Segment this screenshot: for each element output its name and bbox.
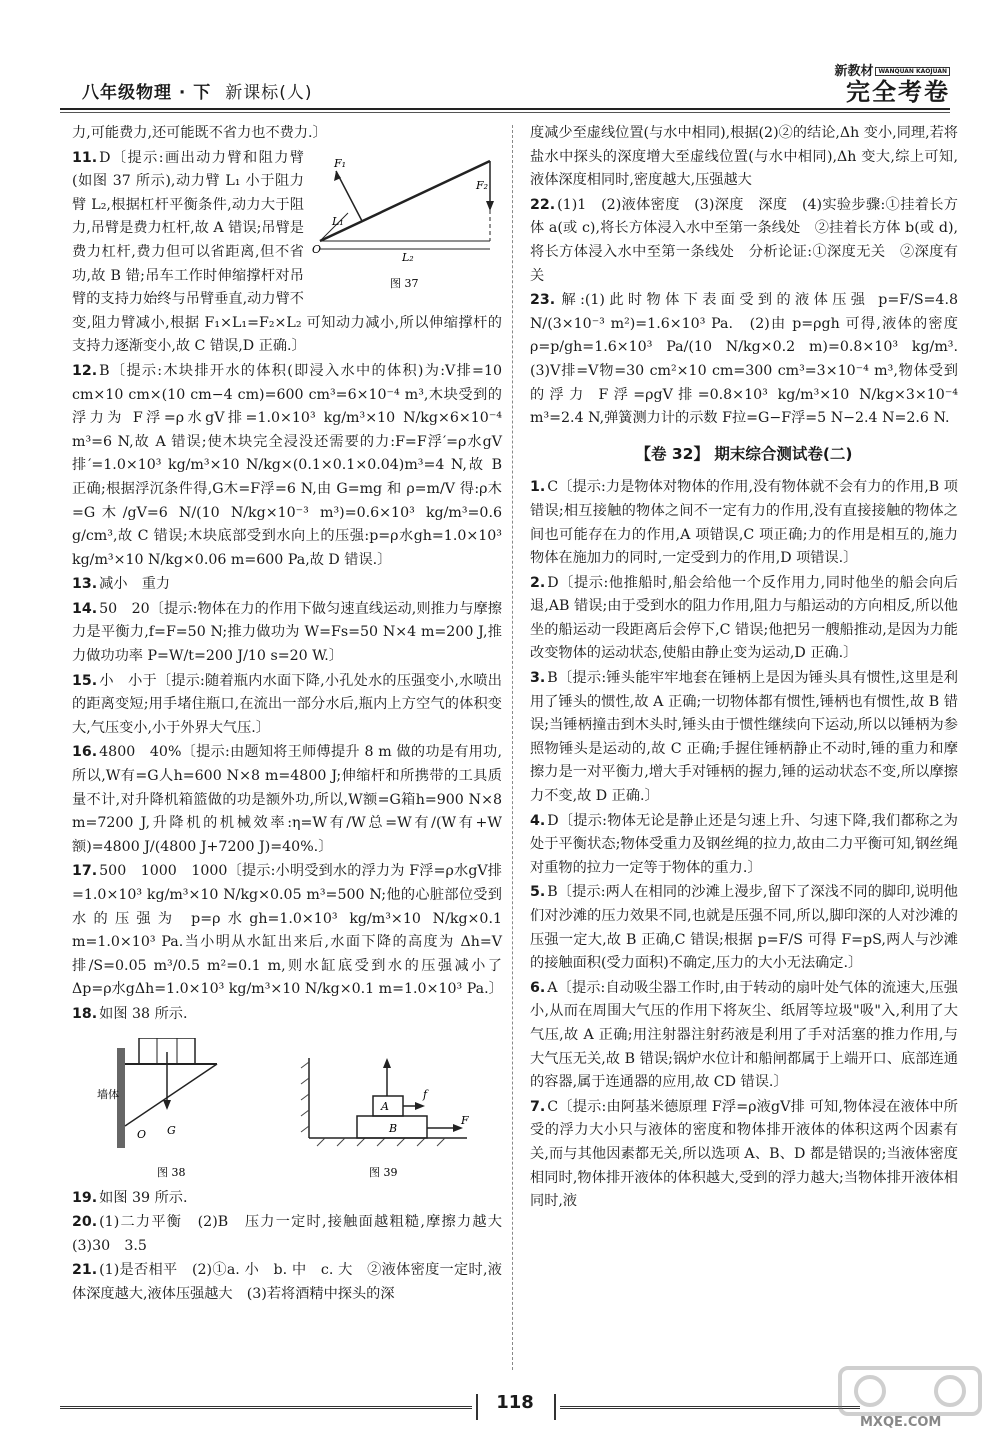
fig38-caption: 图 38 (157, 1165, 186, 1179)
fig39-b: B (389, 1121, 398, 1135)
fig39-a: A (381, 1099, 389, 1113)
edition-label: 新课标(人) (225, 83, 313, 103)
answer-6: 6. A〔提示:自动吸尘器工作时,由于转动的扇叶处气体的流速大,压强小,从而在周围大气压的作用下将灰尘、纸屑等垃圾"吸"入,利用了大气压,故 A 正确;用注射器注射药液是利用了手对活塞的推力作用,与大气压无关,故 B 错误;锅炉水位计和船闸都属于上端开口、底部连通的容器,属于连通器的应用,故 CD 错误.〕 (530, 979, 958, 1091)
answer-21-continued: 度减少至虚线位置(与水中相同),根据(2)②的结论,Δh 变小,同理,若将盐水中探头的深度增大至虚线位置(与水中相同),Δh 变大,综上可知,液体深度相同时,密度越大,压强越大 (530, 125, 958, 189)
answer-17: 17. 500 1000 1000〔提示:小明受到水的浮力为 F浮=ρ水gV排=1.0×10³ kg/m³×10 N/kg×0.05 m³=500 N;他的心脏部位受到水的压强为 p=ρ水gh=1.0×10³ kg/m³×10 N/kg×0.1 m=1.0×10³ Pa.当小明从水缸出来后,水面下降的高度为 Δh=V排/S=0.05 m³/0.5 m²=0.1 m,则水缸底受到水的压强减小了 Δp=ρ水gΔh=1.0×10³ kg/m³×10 N/kg×0.1 m=1.0×10³ Pa.〕 (72, 863, 503, 998)
book-title (82, 78, 313, 103)
answer-2: 2. D〔提示:他推船时,船会给他一个反作用力,同时他坐的船会向后退,AB 错误;由于受到水的阻力作用,阻力与船运动的方向相反,所以他坐的船运动一段距离后会停下,C 错误;他把另一艘船推动,是因为力能改变物体的运动状态,使船由静止变为运动,D 正确.〕 (530, 574, 958, 662)
answer-19: 19. 如图 39 所示. (72, 1189, 188, 1206)
left-column (72, 122, 517, 1308)
brand-pinyin: WANQUAN KAOJUAN (875, 67, 950, 76)
watermark-text: MXQE.COM (860, 1415, 942, 1430)
fig37-label-f1: F₁ (334, 156, 347, 170)
header-rule (60, 108, 950, 110)
figures-38-39 (72, 1033, 502, 1183)
brand-main: 完全考卷 (846, 78, 950, 106)
answer-15: 15. 小 小于〔提示:随着瓶内水面下降,小孔处水的压强变小,水喷出的距离变短;用手堵住瓶口,在流出一部分水后,瓶内上方空气的体积变大,气压变小,小于外界大气压.〕 (72, 672, 502, 736)
fig38-o: O (137, 1127, 147, 1141)
fig39-caption: 图 39 (369, 1165, 398, 1179)
answer-4: 4. D〔提示:物体无论是静止还是匀速上升、匀速下降,我们都称之为处于平衡状态;物体受重力及钢丝绳的拉力,故由二力平衡可知,钢丝绳对重物的拉力一定等于物体的重力.〕 (530, 812, 958, 876)
answer-16: 16. 4800 40%〔提示:由题知将王师傅提升 8 m 做的功是有用功,所以,W有=G人h=600 N×8 m=4800 J;伸缩杆和所携带的工具质量不计,对升降机箱篮做的功是额外功,所以,W额=G箱h=900 N×8 m=7200 J,升降机的机械效率:η=W有/W总=W有/(W有+W额)=4800 J/(4800 J+7200 J)=40%.〕 (72, 744, 502, 855)
answer-12: 12. B〔提示:木块排开水的体积(即浸入水中的体积)为:V排=10 cm×10 cm×(10 cm−4 cm)=600 cm³=6×10⁻⁴ m³,木块受到的浮力为 F浮=ρ水gV排=1.0×10³ kg/m³×10 N/kg×6×10⁻⁴ m³=6 N,故 A 错误;使木块完全浸没还需要的力:F=F浮′=ρ水gV排′=1.0×10³ kg/m³×10 N/kg×(0.1×0.1×0.04)m³=4 N,故 B 正确;根据浮沉条件得,G木=F浮=6 N,由 G=mg 和 ρ=m/V 得:ρ木=G木/gV=6 N/(10 N/kg×10⁻³ m³)=0.6×10³ kg/m³=0.6 g/cm³,故 C 错误;木块底部受到水向上的压强:p=ρ水gh=1.0×10³ kg/m³×10 N/kg×0.06 m=600 Pa,故 D 错误.〕 (72, 362, 502, 568)
answer-21: 21. (1)是否相平 (2)①a. 小 b. 中 c. 大 ②液体密度一定时,液体深度越大,液体压强越大 (3)若将酒精中探头的深 (72, 1262, 502, 1302)
answer-7: 7. C〔提示:由阿基米德原理 F浮=ρ液gV排 可知,物体浸在液体中所受的浮力大小只与液体的密度和物体排开液体的体积这两个因素有关,而与其他因素都无关,所以选项 A、B、D 都是错误的;当液体密度相同时,物体排开液体的体积越大,受到的浮力越大;当物体排开液体相同时,液 (530, 1098, 958, 1210)
answer-11 (72, 147, 502, 359)
answer-22: 22. (1)1 (2)液体密度 (3)深度 深度 (4)实验步骤:①挂着长方体 a(或 c),将长方体浸入水中至第一条线处 ②挂着长方体 b(或 d),将长方体浸入水中至第一条线处 分析论证:①深度无关 ②深度有关 (530, 196, 958, 284)
fig37-label-l1: L₁ (332, 214, 344, 228)
header-rule-thin (60, 112, 950, 113)
footer-rule-left (60, 1406, 472, 1409)
footer-bar-right (554, 1394, 556, 1420)
fig37-caption: 图 37 (390, 276, 419, 290)
answer-13: 13. 减小 重力 (72, 576, 171, 593)
grade-subject: 八年级物理 · 下 (82, 83, 212, 103)
answer-5: 5. B〔提示:两人在相同的沙滩上漫步,留下了深浅不同的脚印,说明他们对沙滩的压力效果不同,也就是压强不同,所以,脚印深的人对沙滩的压强一定大,故 B 正确,C 错误;根据 p=F/S 可得 F=pS,两人与沙滩的接触面积(受力面积)不确定,压力的大小无法确定.〕 (530, 884, 958, 972)
footer-rule-right (560, 1406, 860, 1409)
fig37-label-f2: F₂ (476, 178, 489, 192)
brand-top: 新教材 (834, 64, 874, 79)
brand-logo (834, 60, 950, 105)
answer-3: 3. B〔提示:锤头能牢牢地套在锤柄上是因为锤头具有惯性,这里是利用了锤头的惯性,故 A 正确;一切物体都有惯性,锤柄也有惯性,故 B 错误;当锤柄撞击到木头时,锤头由于惯性继续向下运动,所以以锤柄为参照物锤头是运动的,故 C 正确;手握住锤柄静止不动时,锤的重力和摩擦力是一对平衡力,增大手对锤柄的握力,锤的运动状态不变,所以摩擦力不变,故 D 正确.〕 (530, 670, 958, 805)
answer-14: 14. 50 20〔提示:物体在力的作用下做匀速直线运动,则推力与摩擦力是平衡力,f=F=50 N;推力做功为 W=Fs=50 N×4 m=200 J,推力做功功率 P=W/t=200 J/10 s=20 W.〕 (72, 600, 502, 665)
fig37-label-o: O (312, 242, 322, 256)
fig38-wall: 墙体 (97, 1087, 119, 1101)
page-footer (60, 1392, 950, 1422)
footer-bar-left (476, 1394, 478, 1420)
q11-text: D〔提示:画出动力臂和阻力臂(如图 37 所示),动力臂 L₁ 小于阻力臂 L₂,根据杠杆平衡条件,动力大于阻力,吊臂是费力杠杆,故 A 错误;吊臂是费力杠杆,费力但可以省距离,但不省功,故 B 错;吊车工作时伸缩撑杆对吊臂的支持力始终与吊臂垂直,动力臂不变,阻力臂减小,根据 F₁×L₁=F₂×L₂ 可知动力减小,所以伸缩撑杆的支持力逐渐变小,故 C 错误,D 正确.〕 (72, 149, 502, 355)
answer-1: 1. C〔提示:力是物体对物体的作用,没有物体就不会有力的作用,B 项错误;相互接触的物体之间不一定有力的作用,没有直接接触的物体之间也可能存在力的作用,A 项错误,C 项正确;力的作用是相互的,施力物体在施加力的同时,一定受到力的作用,D 项错误.〕 (530, 479, 958, 567)
figure-39 (297, 1038, 477, 1183)
page-header (60, 60, 950, 108)
fig38-g: G (167, 1123, 176, 1137)
section-title: 【卷 32】 期末综合测试卷(二) (635, 444, 853, 463)
fig39-f: F (461, 1113, 469, 1127)
fig39-f-small: f (423, 1087, 428, 1101)
q11-number: 11. (72, 149, 98, 166)
fig37-label-l2: L₂ (402, 250, 414, 264)
page-number: 118 (496, 1392, 534, 1413)
answer-18: 18. 如图 38 所示. (72, 1005, 188, 1022)
figure-37 (312, 149, 502, 299)
answer-20: 20. (1)二力平衡 (2)B 压力一定时,接触面越粗糙,摩擦力越大 (3)30 3.5 (72, 1214, 517, 1254)
intro-text: 力,可能费力,还可能既不省力也不费力.〕 (72, 125, 327, 141)
figure-38 (97, 1038, 247, 1183)
column-separator (512, 125, 513, 1370)
answer-23: 23. 解:(1)此时物体下表面受到的液体压强 p=F/S=4.8 N/(3×10⁻³ m²)=1.6×10³ Pa. (2)由 p=ρgh 可得,液体的密度 ρ=p/gh=1.6×10³ Pa/(10 N/kg×0.2 m)=0.8×10³ kg/m³. (3)V排=V物=30 cm²×10 cm=300 cm³=3×10⁻⁴ m³,物体受到的浮力 F浮=ρgV排=0.8×10³ kg/m³×10 N/kg×3×10⁻⁴ m³=2.4 N,弹簧测力计的示数 F拉=G−F浮=5 N−2.4 N=2.6 N. (530, 292, 973, 427)
right-column (530, 122, 973, 1215)
